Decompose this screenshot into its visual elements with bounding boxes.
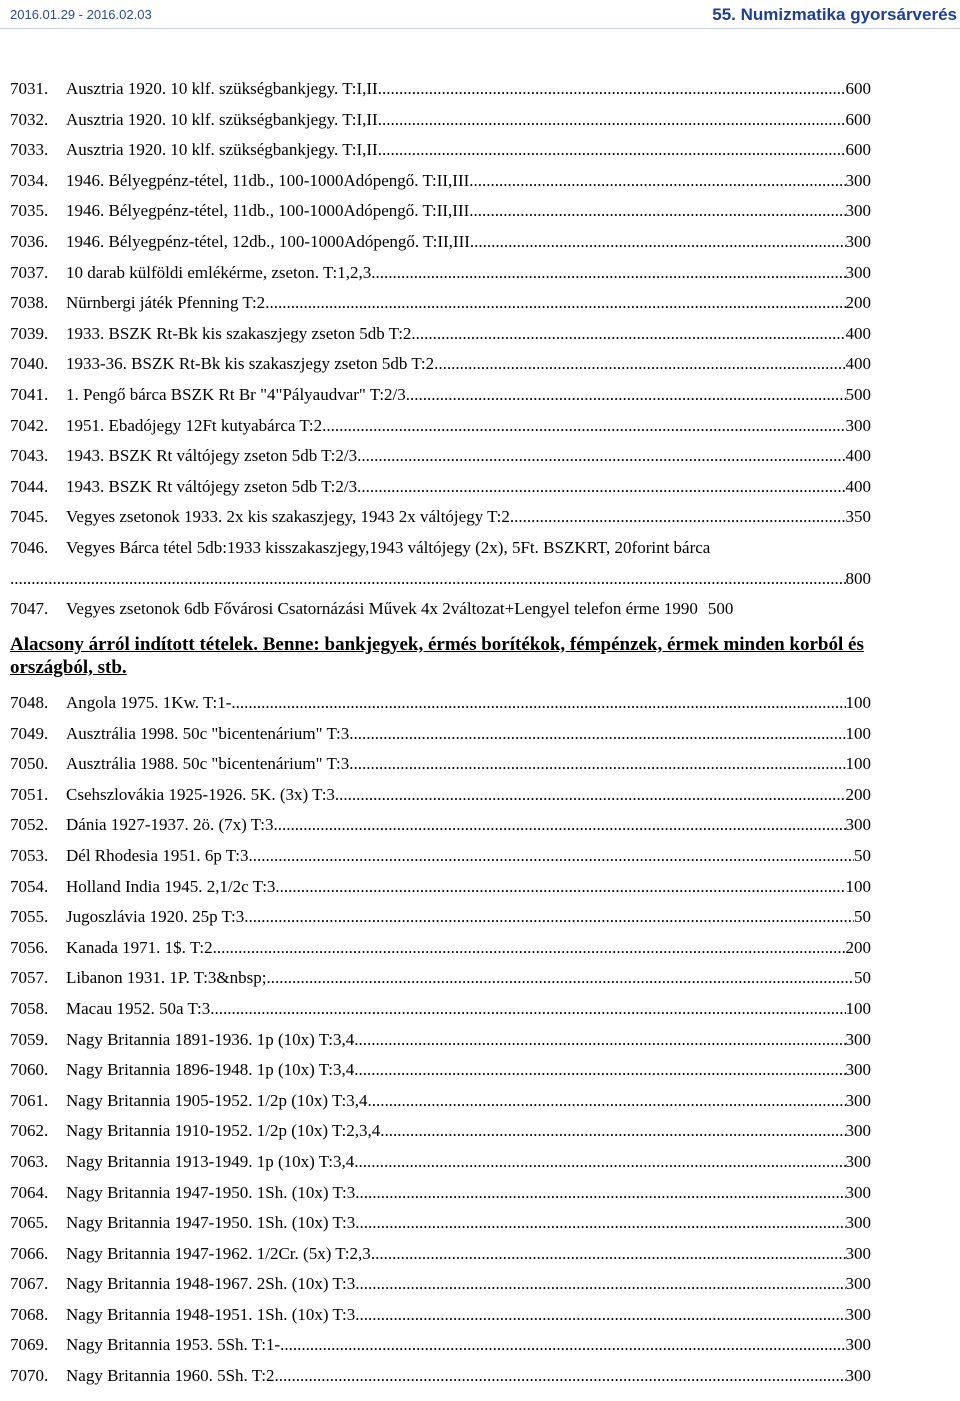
dot-leader: [231, 692, 845, 714]
lot-price: 300: [845, 1090, 871, 1110]
dot-leader: [265, 292, 845, 314]
lot-description: Ausztria 1920. 10 klf. szükségbankjegy. T:I,II.: [66, 140, 382, 160]
lot-price: 400: [845, 476, 871, 496]
lot-description: Nagy Britannia 1948-1967. 2Sh. (10x) T:3: [66, 1274, 356, 1294]
dot-leader: [357, 445, 845, 467]
lot-price: 300: [845, 1213, 871, 1233]
lot-number: 7065.: [10, 1213, 49, 1233]
dot-leader: [411, 323, 845, 345]
dot-leader: [274, 814, 846, 836]
dot-leader: [371, 1243, 846, 1265]
lot-price: 400: [845, 354, 871, 374]
date-range: 2016.01.29 - 2016.02.03: [10, 7, 152, 22]
lot-price: 300: [845, 1274, 871, 1294]
lot-description: Vegyes zsetonok 1933. 2x kis szakaszjegy, 1943 2x váltójegy T:2: [66, 507, 510, 527]
lot-price: 300: [845, 1060, 871, 1080]
lot-row: [10, 598, 871, 629]
lot-row: [10, 1151, 871, 1182]
lot-price: 300: [845, 262, 871, 282]
dot-leader: [380, 1120, 845, 1142]
dot-leader: [322, 415, 845, 437]
dot-leader: [434, 353, 845, 375]
lot-price: 300: [845, 1182, 871, 1202]
lot-number: 7068.: [10, 1304, 49, 1324]
lot-description: 1. Pengő bárca BSZK Rt Br "4"Pályaudvar" T:2/3: [66, 384, 406, 404]
lot-number: 7031.: [10, 79, 49, 98]
lot-list-bottom: [10, 692, 871, 1396]
lot-price: 100: [845, 876, 871, 896]
dot-leader: [244, 906, 854, 928]
lot-description: Vegyes Bárca tétel 5db:1933 kisszakaszjegy,1943 váltójegy (2x), 5Ft. BSZKRT, 20forint bárca: [66, 537, 711, 557]
lot-price: 600: [845, 140, 871, 160]
lot-row: [10, 845, 871, 876]
lot-price: 350: [845, 507, 871, 527]
lot-row: [10, 292, 871, 323]
lot-number: 7033.: [10, 140, 49, 160]
lot-description: Nagy Britannia 1913-1949. 1p (10x) T:3,4: [66, 1151, 355, 1171]
lot-row: [10, 262, 871, 293]
lot-price: 50: [854, 845, 871, 865]
dot-leader: [355, 1273, 845, 1295]
lot-description: Kanada 1971. 1$. T:2: [66, 937, 213, 957]
lot-row: [10, 384, 871, 415]
lot-row: [10, 1059, 871, 1090]
dot-leader: [382, 139, 846, 161]
lot-row: [10, 1334, 871, 1365]
dot-leader: [469, 170, 845, 192]
lot-number: 7056.: [10, 937, 49, 957]
dot-leader: [355, 1182, 845, 1204]
lot-row: [10, 753, 871, 784]
lot-row: [10, 231, 871, 262]
lot-row: [10, 1304, 871, 1335]
lot-row: [10, 323, 871, 354]
lot-number: 7034.: [10, 170, 49, 190]
lot-price: 100: [845, 754, 871, 774]
lot-rows-top: [10, 78, 871, 537]
lot-price: 300: [845, 415, 871, 435]
lot-description: Vegyes zsetonok 6db Fővárosi Csatornázási Művek 4x 2változat+Lengyel telefon érme 1990: [66, 599, 698, 619]
lot-description: Nagy Britannia 1947-1962. 1/2Cr. (5x) T:2,3: [66, 1243, 371, 1263]
lot-description: Ausztrália 1998. 50c "bicentenárium" T:3: [66, 723, 350, 743]
lot-description: Csehszlovákia 1925-1926. 5K. (3x) T:3: [66, 784, 335, 804]
lot-description: Nürnbergi játék Pfenning T:2: [66, 293, 266, 313]
dot-leader: [368, 1090, 846, 1112]
dot-leader: [357, 476, 845, 498]
lot-number: 7042.: [10, 415, 49, 435]
lot-price: 50: [854, 907, 871, 927]
lot-row-continuation: [10, 568, 871, 599]
lot-number: 7048.: [10, 693, 49, 712]
dot-leader: [249, 845, 854, 867]
lot-price: 300: [845, 1029, 871, 1049]
lot-price: 400: [845, 446, 871, 466]
dot-leader: [355, 1304, 845, 1326]
dot-leader: [335, 784, 846, 806]
lot-price: 500: [707, 599, 734, 619]
lot-row: [10, 78, 871, 109]
lot-price: 300: [845, 170, 871, 190]
lot-price: 300: [845, 1366, 871, 1386]
lot-description: Macau 1952. 50a T:3: [66, 998, 211, 1018]
lot-number: 7044.: [10, 476, 49, 496]
lot-number: 7057.: [10, 968, 49, 988]
dot-leader: [382, 78, 846, 100]
lot-price: 600: [845, 79, 871, 98]
lot-number: 7067.: [10, 1274, 49, 1294]
dot-leader: [210, 998, 845, 1020]
lot-number: 7066.: [10, 1243, 49, 1263]
lot-price: 300: [845, 815, 871, 835]
lot-price: 600: [845, 109, 871, 129]
dot-leader: [371, 262, 845, 284]
section-heading: Alacsony árról indított tételek. Benne: bankjegyek, érmés borítékok, fémpénzek, érmek minden korból és országból, stb.: [10, 634, 864, 678]
lot-number: 7046.: [10, 537, 49, 557]
lot-row: [10, 476, 871, 507]
dot-leader: [349, 723, 845, 745]
lot-description: Nagy Britannia 1948-1951. 1Sh. (10x) T:3: [66, 1304, 356, 1324]
lot-row: [10, 537, 871, 568]
lot-number: 7045.: [10, 507, 49, 527]
lot-number: 7069.: [10, 1335, 49, 1355]
lot-number: 7047.: [10, 599, 49, 619]
lot-number: 7040.: [10, 354, 49, 374]
lot-number: 7053.: [10, 845, 49, 865]
lot-number: 7037.: [10, 262, 49, 282]
page-header: [0, 0, 960, 36]
dot-leader: [349, 753, 845, 775]
lot-description: 1951. Ebadójegy 12Ft kutyabárca T:2: [66, 415, 323, 435]
lot-number: 7062.: [10, 1121, 49, 1141]
lot-row: [10, 139, 871, 170]
lot-number: 7051.: [10, 784, 49, 804]
lot-description: 10 darab külföldi emlékérme, zseton. T:1,2,3: [66, 262, 372, 282]
lot-number: 7054.: [10, 876, 49, 896]
lot-description: 1943. BSZK Rt váltójegy zseton 5db T:2/3: [66, 476, 358, 496]
lot-row: [10, 1120, 871, 1151]
dot-leader: [10, 568, 846, 590]
lot-description: Ausztrália 1988. 50c "bicentenárium" T:3: [66, 754, 350, 774]
lot-row: [10, 109, 871, 140]
lot-number: 7049.: [10, 723, 49, 743]
lot-row: [10, 1365, 871, 1396]
lot-description: 1946. Bélyegpénz-tétel, 11db., 100-1000Adópengő. T:II,III: [66, 170, 470, 190]
catalog-title: 55. Numizmatika gyorsárverés: [712, 5, 957, 24]
dot-leader: [280, 1334, 845, 1356]
lot-number: 7043.: [10, 446, 49, 466]
lot-number: 7038.: [10, 293, 49, 313]
lot-row: [10, 445, 871, 476]
lot-number: 7070.: [10, 1366, 49, 1386]
lot-description: Libanon 1931. 1P. T:3&nbsp;: [66, 968, 267, 988]
lot-row: [10, 1090, 871, 1121]
lot-number: 7061.: [10, 1090, 49, 1110]
lot-number: 7035.: [10, 201, 49, 221]
lot-description: 1943. BSZK Rt váltójegy zseton 5db T:2/3: [66, 446, 358, 466]
lot-row: [10, 906, 871, 937]
lot-description: Angola 1975. 1Kw. T:1-: [66, 693, 232, 712]
lot-number: 7059.: [10, 1029, 49, 1049]
lot-description: Nagy Britannia 1960. 5Sh. T:2: [66, 1366, 275, 1386]
lot-description: Ausztria 1920. 10 klf. szükségbankjegy. T:I,II.: [66, 109, 382, 129]
lot-price: 300: [845, 231, 871, 251]
lot-number: 7064.: [10, 1182, 49, 1202]
dot-leader: [275, 876, 845, 898]
dot-leader: [510, 506, 846, 528]
lot-description: Nagy Britannia 1947-1950. 1Sh. (10x) T:3: [66, 1213, 356, 1233]
lot-row: [10, 415, 871, 446]
lot-row: [10, 170, 871, 201]
lot-number: 7036.: [10, 231, 49, 251]
lot-price: 500: [845, 384, 871, 404]
lot-row: [10, 506, 871, 537]
lot-price: 300: [845, 1304, 871, 1324]
lot-row: [10, 876, 871, 907]
dot-leader: [355, 1212, 845, 1234]
lot-number: 7050.: [10, 754, 49, 774]
dot-leader: [406, 384, 846, 406]
lot-price: 200: [845, 784, 871, 804]
lot-number: 7060.: [10, 1060, 49, 1080]
lot-description: Nagy Britannia 1953. 5Sh. T:1-: [66, 1335, 281, 1355]
dot-leader: [213, 937, 846, 959]
lot-row: [10, 998, 871, 1029]
lot-number: 7041.: [10, 384, 49, 404]
lot-price: 300: [845, 1121, 871, 1141]
lot-description: Dél Rhodesia 1951. 6p T:3: [66, 845, 249, 865]
lot-row: [10, 937, 871, 968]
lot-price: 200: [845, 293, 871, 313]
lot-number: 7055.: [10, 907, 49, 927]
dot-leader: [382, 109, 846, 131]
lot-description: Nagy Britannia 1896-1948. 1p (10x) T:3,4: [66, 1060, 355, 1080]
lot-row: [10, 1182, 871, 1213]
lot-price: 50: [854, 968, 871, 988]
lot-description: 1933-36. BSZK Rt-Bk kis szakaszjegy zseton 5db T:2: [66, 354, 435, 374]
lot-description: Nagy Britannia 1891-1936. 1p (10x) T:3,4: [66, 1029, 355, 1049]
lot-description: Nagy Britannia 1905-1952. 1/2p (10x) T:3,4: [66, 1090, 368, 1110]
lot-number: 7032.: [10, 109, 49, 129]
dot-leader: [469, 200, 845, 222]
lot-row: [10, 353, 871, 384]
lot-price: 300: [845, 1335, 871, 1355]
lot-row: [10, 692, 871, 723]
lot-number: 7039.: [10, 323, 49, 343]
lot-row: [10, 1029, 871, 1060]
lot-price: 200: [845, 937, 871, 957]
lot-row: [10, 1212, 871, 1243]
dot-leader: [354, 1151, 845, 1173]
lot-price: 100: [845, 998, 871, 1018]
lot-description: Nagy Britannia 1910-1952. 1/2p (10x) T:2,3,4: [66, 1121, 381, 1141]
lot-description: 1946. Bélyegpénz-tétel, 12db., 100-1000Adópengő. T:II,III: [66, 231, 470, 251]
lot-row: [10, 967, 871, 998]
lot-row: [10, 784, 871, 815]
lot-row: [10, 1243, 871, 1274]
dot-leader: [267, 967, 855, 989]
lot-price: 100: [845, 723, 871, 743]
dot-leader: [470, 231, 846, 253]
lot-price: 300: [845, 201, 871, 221]
lot-row: [10, 200, 871, 231]
lot-price: 100: [845, 693, 871, 712]
lot-row: [10, 723, 871, 754]
lot-description: Ausztria 1920. 10 klf. szükségbankjegy. T:I,II.: [66, 79, 382, 98]
lot-description: Jugoszlávia 1920. 25p T:3: [66, 907, 245, 927]
lot-description: 1933. BSZK Rt-Bk kis szakaszjegy zseton 5db T:2: [66, 323, 412, 343]
lot-number: 7052.: [10, 815, 49, 835]
dot-leader: [354, 1059, 845, 1081]
lot-price: 800: [845, 568, 871, 588]
lot-price: 400: [845, 323, 871, 343]
dot-leader: [275, 1365, 846, 1387]
lot-description: 1946. Bélyegpénz-tétel, 11db., 100-1000Adópengő. T:II,III: [66, 201, 470, 221]
lot-description: Dánia 1927-1937. 2ö. (7x) T:3: [66, 815, 274, 835]
lot-price: 300: [845, 1243, 871, 1263]
lot-number: 7063.: [10, 1151, 49, 1171]
lot-row: [10, 1273, 871, 1304]
lot-row: [10, 814, 871, 845]
lot-price: 300: [845, 1151, 871, 1171]
lot-number: 7058.: [10, 998, 49, 1018]
lot-description: Holland India 1945. 2,1/2c T:3: [66, 876, 276, 896]
dot-leader: [354, 1029, 845, 1051]
lot-description: Nagy Britannia 1947-1950. 1Sh. (10x) T:3: [66, 1182, 356, 1202]
lot-list-top: [10, 78, 871, 629]
lot-rows-bottom: [10, 692, 871, 1396]
